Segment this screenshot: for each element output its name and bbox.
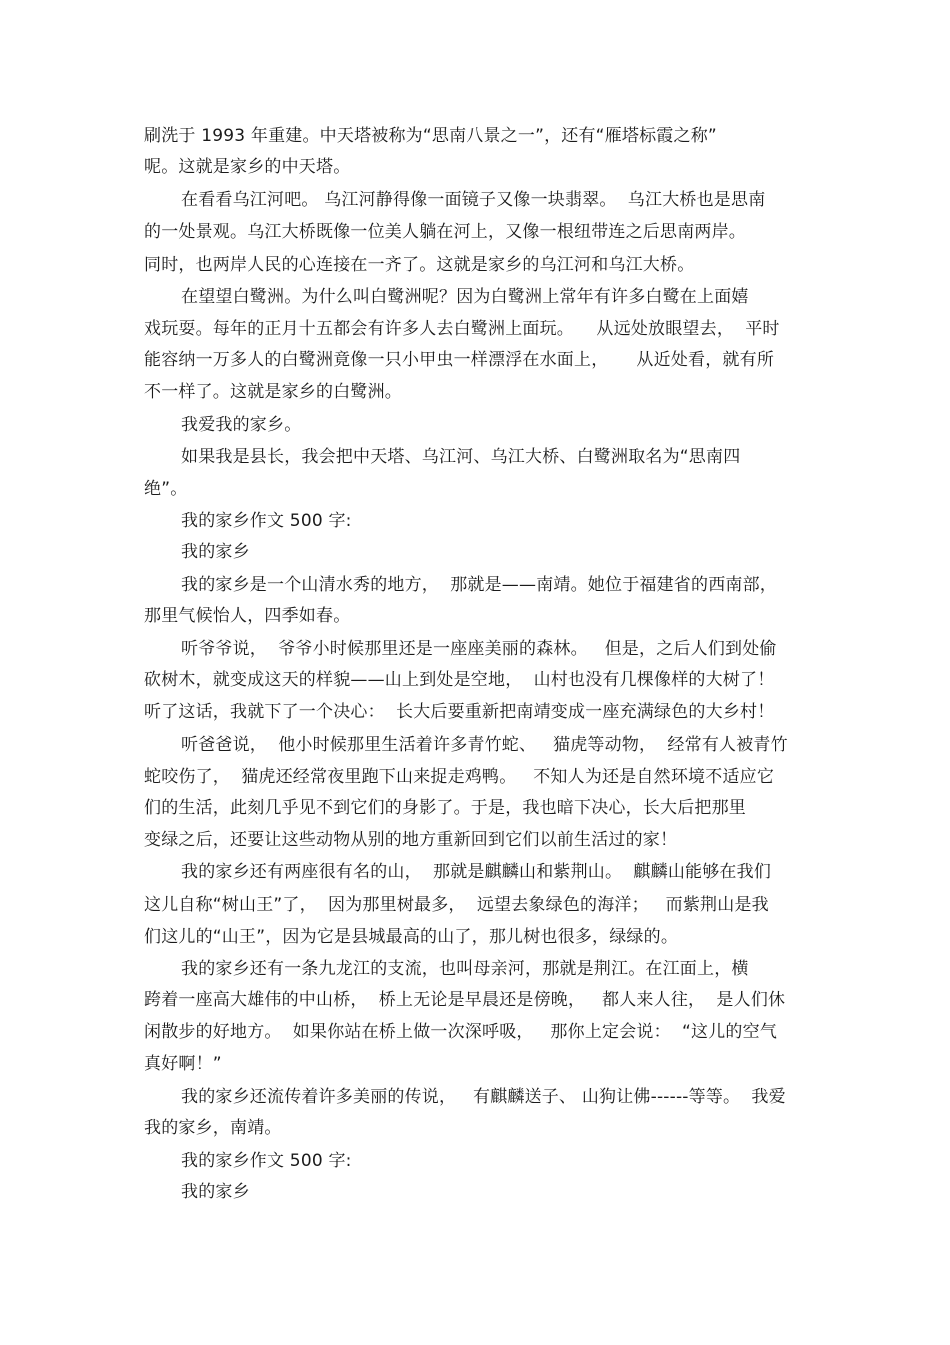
text-line: 砍树木，就变成这天的样貌——山上到处是空地， 山村也没有几棵像样的大树了！ — [144, 670, 775, 690]
text-line: 同时，也两岸人民的心连接在一齐了。这就是家乡的乌江河和乌江大桥。 — [144, 255, 695, 275]
text-line: 不一样了。这就是家乡的白鹭洲。 — [144, 382, 402, 402]
text-line: 戏玩耍。每年的正月十五都会有许多人去白鹭洲上面玩。 从远处放眼望去， 平时 — [144, 319, 780, 339]
text-line: 能容纳一万多人的白鹭洲竟像一只小甲虫一样漂浮在水面上， 从近处看，就有所 — [144, 350, 775, 370]
text-line: 我的家乡是一个山清水秀的地方， 那就是——南靖。她位于福建省的西南部， — [181, 575, 778, 595]
text-line: 们这儿的“山王”，因为它是县城最高的山了，那儿树也很多，绿绿的。 — [144, 927, 679, 947]
text-line: 听了这话，我就下了一个决心： 长大后要重新把南靖变成一座充满绿色的大乡村！ — [144, 702, 775, 722]
text-line: 我的家乡作文 500 字: — [181, 511, 352, 531]
text-line: 闲散步的好地方。 如果你站在桥上做一次深呼吸， 那你上定会说： “这儿的空气 — [144, 1022, 778, 1042]
text-line: 变绿之后，还要让这些动物从别的地方重新回到它们以前生活过的家！ — [144, 830, 678, 850]
text-line: 在看看乌江河吧。 乌江河静得像一面镜子又像一块翡翠。 乌江大桥也是思南 — [181, 190, 766, 210]
text-line: 绝”。 — [144, 479, 188, 499]
text-line: 这儿自称“树山王”了， 因为那里树最多， 远望去象绿色的海洋； 而紫荆山是我 — [144, 895, 769, 915]
text-line: 听爸爸说， 他小时候那里生活着许多青竹蛇、 猫虎等动物， 经常有人被青竹 — [181, 735, 788, 755]
text-line: 我的家乡，南靖。 — [144, 1118, 282, 1138]
text-line: 听爷爷说， 爷爷小时候那里还是一座座美丽的森林。 但是，之后人们到处偷 — [181, 639, 777, 659]
text-line: 我的家乡还有一条九龙江的支流，也叫母亲河，那就是荆江。在江面上，横 — [181, 959, 749, 979]
text-line: 刷洗于 1993 年重建。中天塔被称为“思南八景之一”，还有“雁塔标霞之称” — [144, 126, 717, 146]
text-line: 在望望白鹭洲。为什么叫白鹭洲呢？因为白鹭洲上常年有许多白鹭在上面嬉 — [181, 287, 749, 307]
text-line: 呢。这就是家乡的中天塔。 — [144, 157, 351, 177]
text-line: 那里气候怡人，四季如春。 — [144, 606, 351, 626]
text-line: 我爱我的家乡。 — [181, 415, 302, 435]
text-line: 如果我是县长，我会把中天塔、乌江河、乌江大桥、白鹭洲取名为“思南四 — [181, 447, 741, 467]
text-line: 蛇咬伤了， 猫虎还经常夜里跑下山来捉走鸡鸭。 不知人为还是自然环境不适应它 — [144, 767, 775, 787]
text-line: 我的家乡还有两座很有名的山， 那就是麒麟山和紫荆山。 麒麟山能够在我们 — [181, 862, 772, 882]
text-line: 我的家乡还流传着许多美丽的传说， 有麒麟送子、 山狗让佛------等等。 我爱 — [181, 1087, 786, 1107]
text-line: 真好啊！” — [144, 1054, 222, 1074]
text-line: 们的生活，此刻几乎见不到它们的身影了。于是，我也暗下决心，长大后把那里 — [144, 798, 746, 818]
text-line: 我的家乡 — [181, 1182, 250, 1202]
text-line: 我的家乡 — [181, 542, 250, 562]
text-line: 我的家乡作文 500 字: — [181, 1151, 352, 1171]
text-line: 跨着一座高大雄伟的中山桥， 桥上无论是早晨还是傍晚， 都人来人往， 是人们休 — [144, 990, 786, 1010]
text-line: 的一处景观。乌江大桥既像一位美人躺在河上，又像一根纽带连之后思南两岸。 — [144, 222, 746, 242]
